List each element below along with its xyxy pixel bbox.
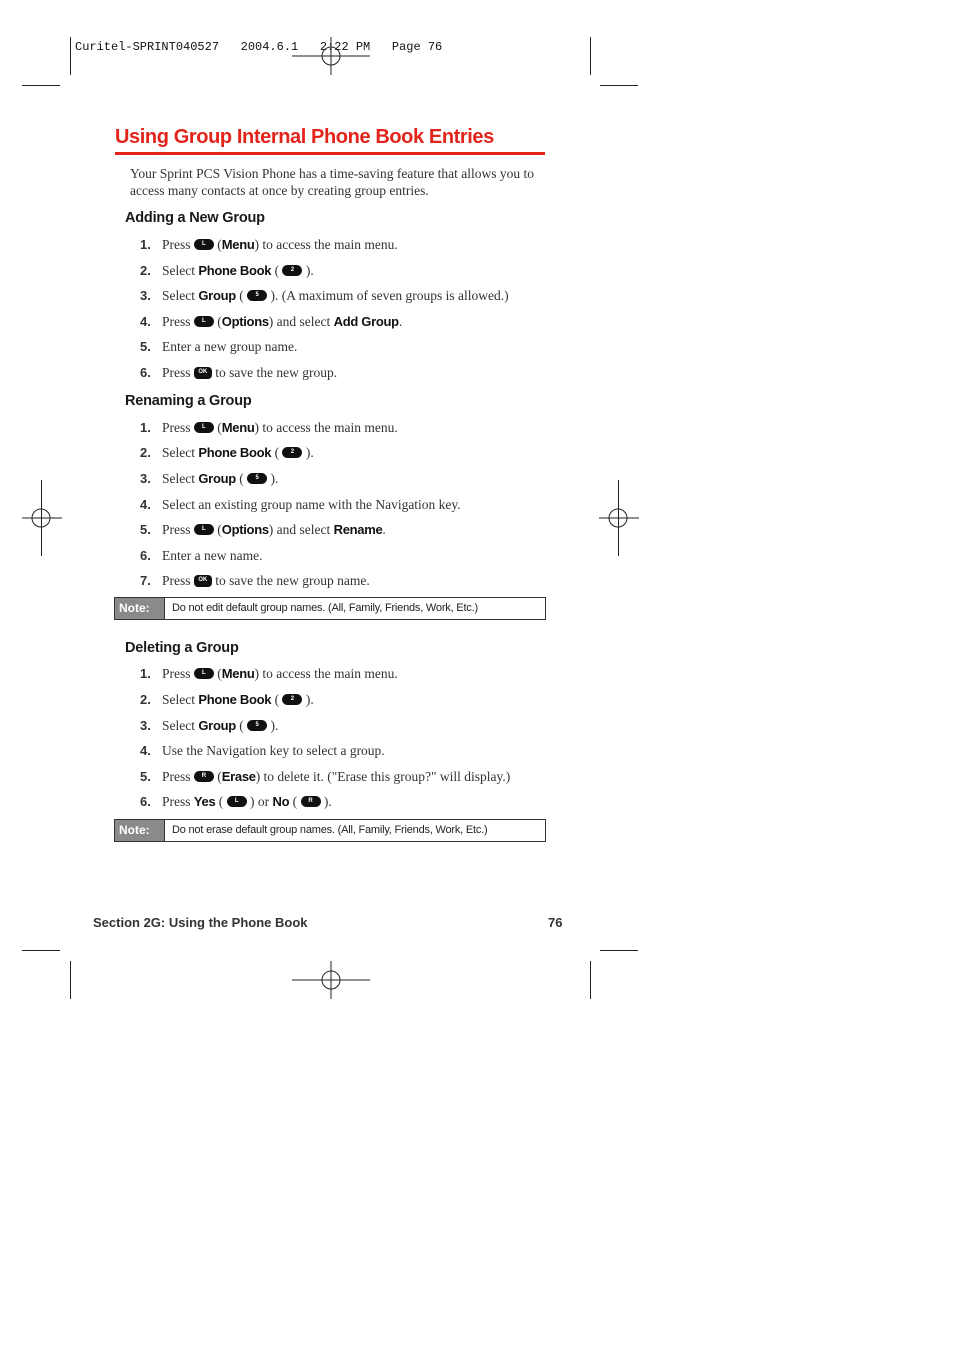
registration-mark-icon	[292, 961, 370, 999]
note-label: Note:	[115, 820, 164, 841]
5-jkl-key-icon: 5	[247, 473, 267, 484]
note-label: Note:	[115, 598, 164, 619]
5-jkl-key-icon: 5	[247, 720, 267, 731]
footer-page-number: 76	[548, 915, 563, 930]
ok-key-icon: OK	[194, 575, 212, 587]
note-box	[114, 819, 546, 842]
page-title: Using Group Internal Phone Book Entries	[115, 126, 494, 148]
2-abc-key-icon: 2	[282, 694, 302, 705]
crop-mark	[600, 85, 638, 86]
left-softkey-icon: L	[227, 796, 247, 807]
step-item: 7. Press OK to save the new group name.	[140, 573, 370, 588]
note-text: Do not erase default group names. (All, Family, Friends, Work, Etc.)	[164, 820, 545, 841]
crop-mark	[22, 85, 60, 86]
step-item: 1. Press L (Menu) to access the main menu.	[140, 237, 398, 252]
ok-key-icon: OK	[194, 367, 212, 379]
2-abc-key-icon: 2	[282, 447, 302, 458]
step-item: 3. Select Group ( 5 ).	[140, 718, 279, 733]
step-item: 6. Enter a new name.	[140, 548, 263, 563]
step-item: 4. Use the Navigation key to select a group.	[140, 743, 385, 758]
step-item: 3. Select Group ( 5 ).	[140, 471, 279, 486]
heading-adding-group: Adding a New Group	[125, 210, 265, 226]
step-item: 3. Select Group ( 5 ). (A maximum of seven groups is allowed.)	[140, 288, 509, 303]
crop-mark	[590, 961, 591, 999]
print-slug: Curitel-SPRINT040527 2004.6.1 2:22 PM Page 76	[75, 40, 443, 54]
footer-section-title: Section 2G: Using the Phone Book	[93, 915, 308, 930]
crop-mark	[600, 950, 638, 951]
2-abc-key-icon: 2	[282, 265, 302, 276]
left-softkey-icon: L	[194, 316, 214, 327]
right-softkey-icon: R	[301, 796, 321, 807]
step-item: 5. Press L (Options) and select Rename.	[140, 522, 386, 537]
5-jkl-key-icon: 5	[247, 290, 267, 301]
step-item: 2. Select Phone Book ( 2 ).	[140, 445, 314, 460]
note-text: Do not edit default group names. (All, Family, Friends, Work, Etc.)	[164, 598, 545, 619]
crop-mark	[70, 37, 71, 75]
step-item: 4. Press L (Options) and select Add Group.	[140, 314, 403, 329]
step-item: 1. Press L (Menu) to access the main menu.	[140, 420, 398, 435]
heading-renaming-group: Renaming a Group	[125, 393, 252, 409]
title-underline	[115, 152, 545, 155]
registration-mark-icon	[292, 37, 370, 75]
registration-mark-icon	[22, 500, 62, 536]
intro-paragraph: Your Sprint PCS Vision Phone has a time-saving feature that allows you to access many contacts at once by creating group entries.	[130, 166, 535, 198]
left-softkey-icon: L	[194, 668, 214, 679]
registration-mark-icon	[599, 500, 639, 536]
right-softkey-icon: R	[194, 771, 214, 782]
crop-mark	[70, 961, 71, 999]
left-softkey-icon: L	[194, 239, 214, 250]
step-item: 6. Press Yes ( L ) or No ( R ).	[140, 794, 332, 809]
crop-mark	[590, 37, 591, 75]
left-softkey-icon: L	[194, 422, 214, 433]
note-box	[114, 597, 546, 620]
step-item: 5. Enter a new group name.	[140, 339, 298, 354]
left-softkey-icon: L	[194, 524, 214, 535]
step-item: 2. Select Phone Book ( 2 ).	[140, 263, 314, 278]
step-item: 1. Press L (Menu) to access the main menu.	[140, 666, 398, 681]
step-item: 6. Press OK to save the new group.	[140, 365, 338, 380]
heading-deleting-group: Deleting a Group	[125, 640, 239, 656]
step-item: 4. Select an existing group name with the Navigation key.	[140, 497, 461, 512]
crop-mark	[22, 950, 60, 951]
step-item: 2. Select Phone Book ( 2 ).	[140, 692, 314, 707]
step-item: 5. Press R (Erase) to delete it. ("Erase this group?" will display.)	[140, 769, 511, 784]
